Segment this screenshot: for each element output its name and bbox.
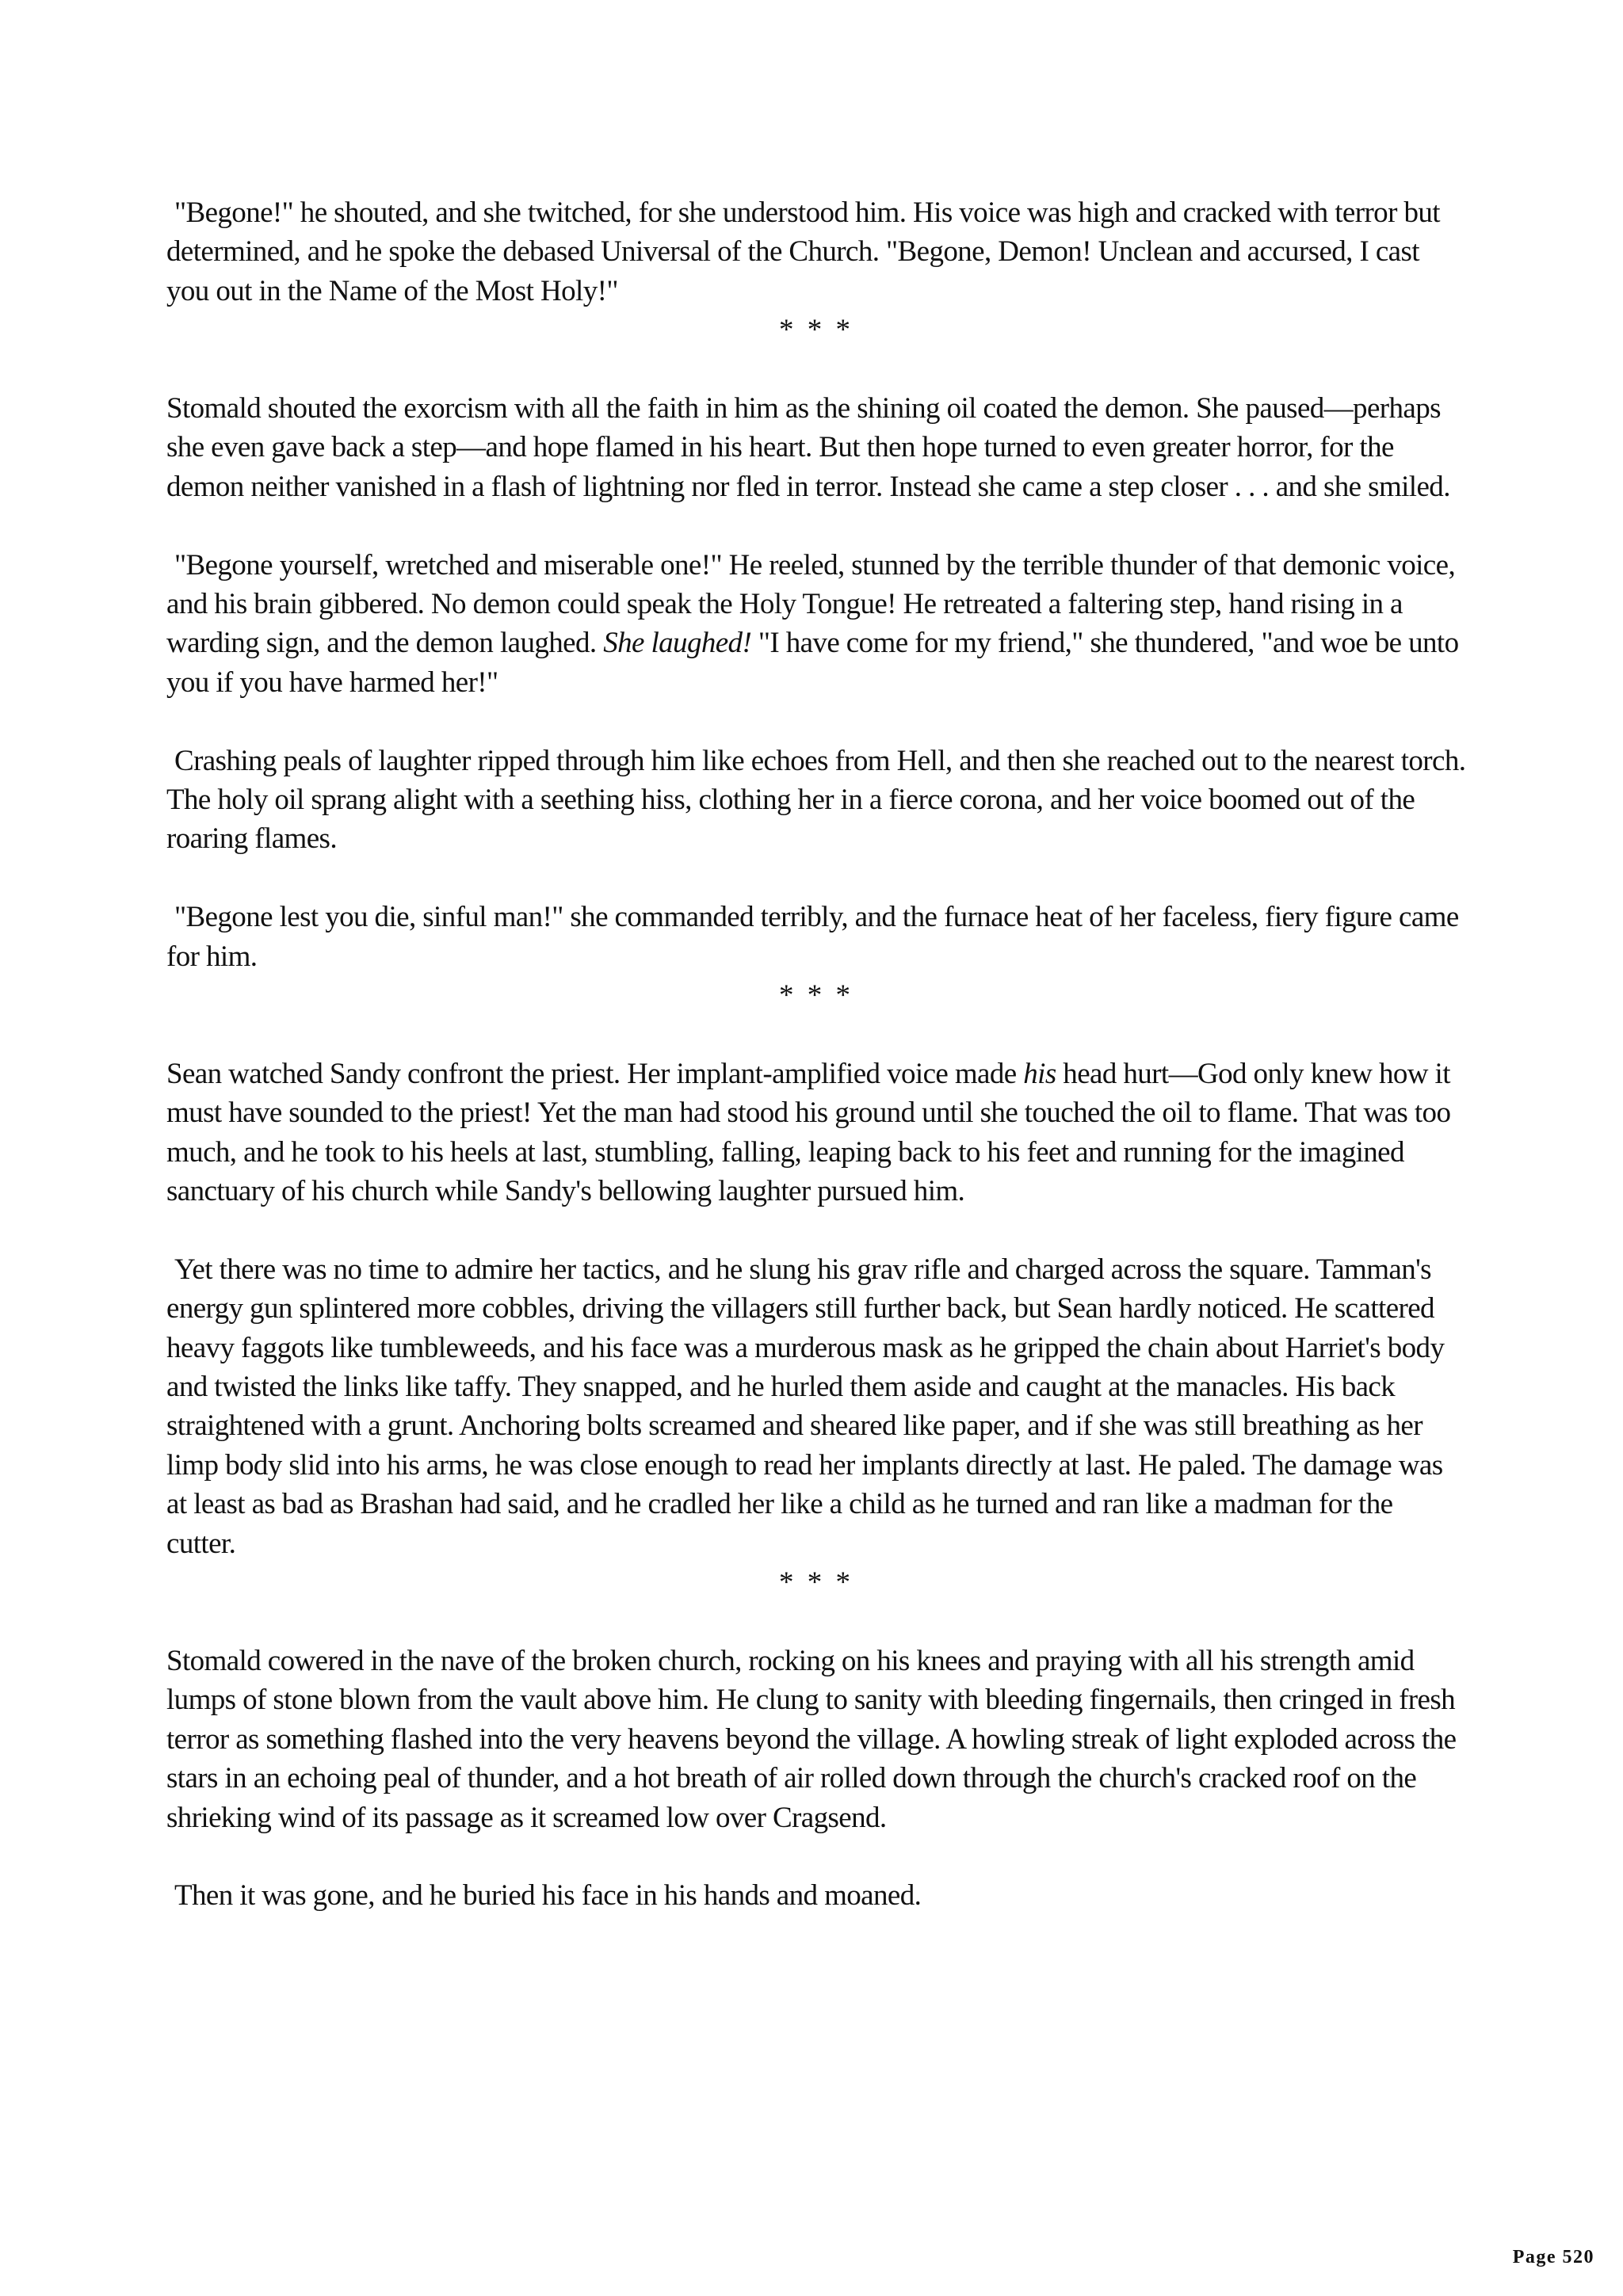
paragraph: Yet there was no time to admire her tactics, and he slung his grav rifle and charged across the square. Tamman's energy gun splintered more cobbles, driving the villagers still further back, but Sean hardly noticed. He scattered heavy faggots like tumbleweeds, and his face was a murderous mask as he gripped the chain about Harriet's body and twisted the links like taffy. They snapped, and he hurled them aside and caught at the manacles. His back straightened with a grunt. Anchoring bolts screamed and sheared like paper, and if she was still breathing as her limp body slid into his arms, he was close enough to read her implants directly at last. He paled. The damage was at least as bad as Brashan had said, and he cradled her like a child as he turned and ran like a madman for the cutter. (166, 1253, 1445, 1560)
paragraph-text: "Begone yourself, wretched and miserable one!" He reeled, stunned by the terrible thunder of that demonic voice, and his brain gibbered. No demon could speak the Holy Tongue! He retreated a faltering step, hand rising in a warding sign, and the demon laughed. (166, 548, 1456, 660)
paragraph: Stomald shouted the exorcism with all the faith in him as the shining oil coated the demon. She paused—perhaps she even gave back a step—and hope flamed in his heart. But then hope turned to even greater horror, for the demon neither vanished in a flash of lightning nor fled in terror. Instead she came a step closer . . . and she smiled. (166, 392, 1450, 503)
section-separator: * * * (779, 979, 854, 1013)
paragraph: "Begone!" he shouted, and she twitched, for she understood him. His voice was high and cracked with terror but determined, and he spoke the debased Universal of the Church. "Begone, Demon! Unclean and accursed, I cast you out in the Name of the Most Holy!" (166, 196, 1440, 307)
paragraph-text: Sean watched Sandy confront the priest. Her implant-amplified voice made (166, 1057, 1024, 1090)
paragraph: Stomald cowered in the nave of the broken church, rocking on his knees and praying with all his strength amid lumps of stone blown from the vault above him. He clung to sanity with bleeding fingernails, then cringed in fresh terror as something flashed into the very heavens beyond the village. A howling streak of light exploded across the stars in an echoing peal of thunder, and a hot breath of air rolled down through the church's cracked roof on the shrieking wind of its passage as it screamed low over Cragsend. (166, 1644, 1457, 1834)
paragraph (166, 546, 1466, 703)
section-separator: * * * (779, 314, 854, 347)
body-text (166, 193, 1466, 1916)
page-number: Page 520 (1512, 2247, 1594, 2267)
emphasis-text: his (1023, 1057, 1056, 1090)
paragraph-text: head hurt—God only knew how it must have sounded to the priest! Yet the man had stood his ground until she touched the oil to flame. That was too much, and he took to his heels at last, stumbling, falling, leaping back to his feet and running for the imagined sanctuary of his church while Sandy's bellowing laughter pursued him. (166, 1057, 1451, 1208)
emphasis-text: She laughed! (603, 627, 752, 660)
paragraph: Crashing peals of laughter ripped through him like echoes from Hell, and then she reached out to the nearest torch. The holy oil sprang alight with a seething hiss, clothing her in a fierce corona, and her voice boomed out of the roaring flames. (166, 744, 1466, 856)
section-separator: * * * (779, 1566, 854, 1600)
paragraph: "Begone lest you die, sinful man!" she commanded terribly, and the furnace heat of her faceless, fiery figure came for him. (166, 901, 1459, 973)
paragraph (166, 1055, 1466, 1211)
paragraph-text: "I have come for my friend," she thundered, "and woe be unto you if you have harmed her!" (166, 627, 1459, 699)
paragraph: Then it was gone, and he buried his face in his hands and moaned. (174, 1879, 922, 1913)
